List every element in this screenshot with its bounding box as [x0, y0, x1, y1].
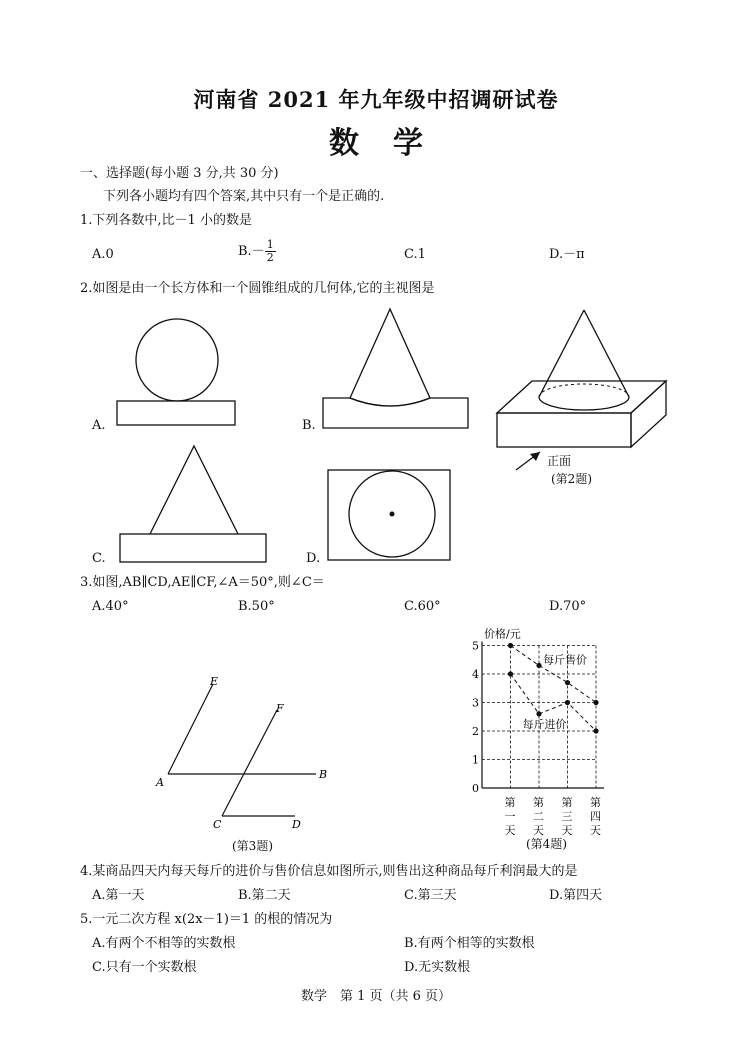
series-point-0 — [536, 663, 541, 668]
front-label: 正面 — [547, 454, 572, 468]
point-e-label: E — [210, 675, 219, 688]
line-ae — [168, 684, 213, 774]
q3-option-b: B.50° — [238, 599, 275, 614]
y-tick-label: 1 — [472, 753, 479, 767]
series-point-0 — [508, 643, 513, 648]
q5-stem: 5.一元二次方程 x(2x－1)＝1 的根的情况为 — [80, 912, 333, 927]
q2-figure-b — [318, 306, 478, 436]
series-point-1 — [565, 700, 570, 705]
point-a-label: A — [156, 776, 164, 789]
q5-option-c: C.只有一个实数根 — [92, 960, 197, 975]
arrow-head-icon — [530, 452, 540, 461]
q2-label-c: C. — [92, 551, 106, 566]
q4-caption: (第4题) — [526, 837, 567, 851]
q4-stem: 4.某商品四天内每天每斤的进价与售价信息如图所示,则售出这种商品每斤利润最大的是 — [80, 864, 578, 879]
series-point-1 — [593, 728, 598, 733]
q2-figure-d — [326, 466, 454, 564]
q1-option-c: C.1 — [404, 247, 426, 262]
y-tick-label: 0 — [472, 782, 479, 795]
q3-option-a: A.40° — [92, 599, 129, 614]
q1-option-b-prefix: B.－ — [238, 244, 265, 259]
base-rectangle — [120, 534, 266, 562]
y-tick-label: 5 — [472, 639, 479, 653]
series-label-cost: 每斤进价 — [522, 717, 567, 731]
center-dot — [390, 512, 395, 517]
q2-solid-figure — [492, 306, 672, 496]
q1-option-b — [238, 239, 276, 264]
q5-option-d: D.无实数根 — [404, 960, 471, 975]
q2-figure-c — [114, 442, 270, 566]
series-point-0 — [565, 680, 570, 685]
y-axis-label: 价格/元 — [484, 627, 521, 641]
series-point-1 — [536, 711, 541, 716]
x-tick-label: 天 — [533, 824, 544, 837]
page-footer: 数学 第 1 页（共 6 页） — [300, 989, 452, 1004]
series-label-sell: 每斤售价 — [543, 653, 587, 667]
y-tick-label: 4 — [472, 668, 479, 681]
base-rectangle — [117, 401, 235, 425]
q5-option-b: B.有两个相等的实数根 — [404, 936, 535, 951]
x-tick-label: 四 — [590, 810, 601, 823]
fraction-numerator: 1 — [266, 238, 274, 251]
q2-figure-a — [112, 318, 244, 432]
x-tick-label: 第 — [561, 796, 573, 809]
sphere-circle — [136, 319, 218, 401]
q4-option-d: D.第四天 — [549, 888, 603, 903]
x-tick-label: 天 — [561, 824, 573, 837]
q1-option-a: A.0 — [92, 247, 114, 262]
base-with-arc — [323, 398, 468, 428]
q2-label-d: D. — [306, 551, 321, 566]
box-top-face — [497, 381, 666, 413]
x-tick-label: 三 — [561, 810, 573, 823]
x-tick-label: 第 — [504, 796, 516, 809]
section-heading: 一、选择题(每小题 3 分,共 30 分) — [80, 166, 279, 181]
q1-option-d: D.－π — [549, 247, 585, 262]
point-b-label: B — [319, 768, 328, 781]
q4-option-a: A.第一天 — [92, 888, 145, 903]
y-tick-label: 2 — [472, 725, 479, 738]
q2-label-b: B. — [302, 418, 316, 433]
exam-title: 河南省 2021 年九年级中招调研试卷 — [193, 87, 559, 112]
section-instruction: 下列各小题均有四个答案,其中只有一个是正确的. — [103, 189, 385, 204]
cone-base-hidden — [539, 384, 629, 397]
point-c-label: C — [213, 818, 222, 831]
q2-label-a: A. — [92, 418, 106, 433]
point-f-label: F — [276, 702, 284, 715]
x-tick-label: 天 — [590, 824, 601, 837]
q2-stem: 2.如图是由一个长方体和一个圆锥组成的几何体,它的主视图是 — [80, 281, 435, 296]
box-front-face — [497, 413, 631, 447]
q3-option-d: D.70° — [549, 599, 587, 614]
x-tick-label: 二 — [533, 810, 544, 823]
q4-option-b: B.第二天 — [238, 888, 291, 903]
q3-figure — [150, 670, 340, 835]
q4-option-c: C.第三天 — [404, 888, 457, 903]
cone-sector — [350, 309, 430, 406]
y-tick-label: 3 — [472, 696, 479, 710]
x-tick-label: 第 — [533, 796, 544, 809]
point-d-label: D — [292, 818, 301, 831]
x-tick-label: 一 — [504, 810, 516, 823]
q5-option-a: A.有两个不相等的实数根 — [92, 936, 236, 951]
box-side-face — [631, 381, 666, 447]
q4-chart — [460, 620, 660, 840]
cone-base-front — [539, 397, 629, 410]
x-tick-label: 天 — [504, 824, 516, 837]
line-cf — [222, 710, 277, 816]
cone-triangle — [150, 446, 238, 534]
q3-stem: 3.如图,AB∥CD,AE∥CF,∠A＝50°,则∠C＝ — [80, 575, 325, 590]
x-tick-label: 第 — [590, 796, 601, 809]
q1-stem: 1.下列各数中,比－1 小的数是 — [80, 213, 252, 228]
q3-option-c: C.60° — [404, 599, 441, 614]
view-rectangle — [328, 470, 450, 560]
subject-title: 数学 — [329, 126, 457, 161]
series-point-0 — [593, 700, 598, 705]
q1-option-b-fraction — [265, 239, 276, 264]
fraction-denominator: 2 — [266, 251, 274, 264]
q2-caption: (第2题) — [551, 472, 592, 486]
series-point-1 — [508, 671, 513, 676]
q3-caption: (第3题) — [232, 839, 273, 853]
